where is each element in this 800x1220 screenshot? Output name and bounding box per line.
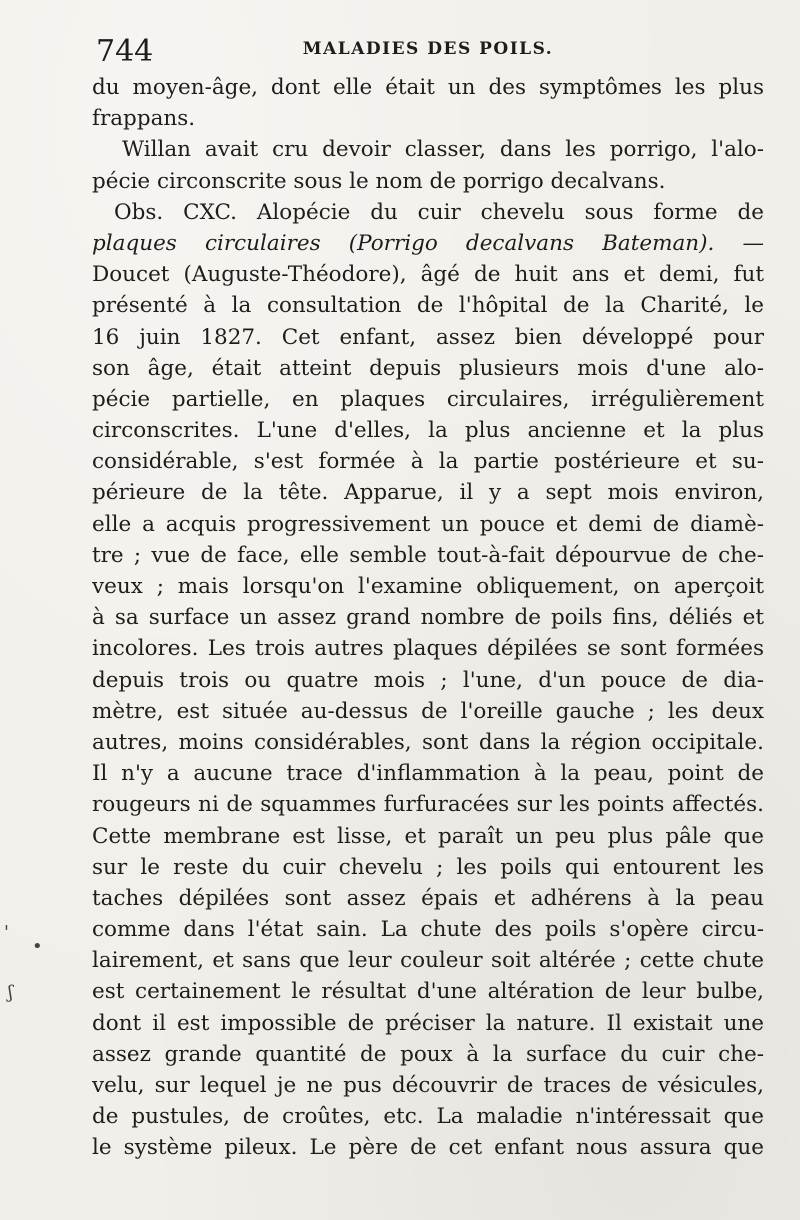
text-line: le système pileux. Le père de cet enfant nous assura que	[92, 1135, 764, 1161]
page-header	[96, 34, 760, 74]
margin-dot-mark: •	[32, 936, 43, 957]
text-line: veux ; mais lorsqu'on l'examine obliquement, on aperçoit	[92, 574, 764, 599]
text-line: présenté à la consultation de l'hôpital de la Charité, le	[92, 293, 764, 319]
text-line: son âge, était atteint depuis plusieurs mois d'une alo-	[92, 355, 764, 381]
text-line: à sa surface un assez grand nombre de poils fins, déliés et	[92, 605, 764, 631]
text-line: périeure de la tête. Apparue, il y a sept mois environ,	[92, 480, 764, 506]
text-line: tre ; vue de face, elle semble tout-à-fait dépourvue de che-	[92, 542, 764, 568]
text-line: est certainement le résultat d'une altération de leur bulbe,	[92, 979, 764, 1005]
text-line: circonscrites. L'une d'elles, la plus ancienne et la plus	[92, 418, 764, 444]
text-line: mètre, est située au-dessus de l'oreille gauche ; les deux	[92, 698, 764, 724]
text-line: dont il est impossible de préciser la nature. Il existait une	[92, 1010, 764, 1036]
text-line: depuis trois ou quatre mois ; l'une, d'un pouce de dia-	[92, 667, 764, 693]
running-title: MALADIES DES POILS.	[302, 39, 554, 59]
text-line: frappans.	[92, 106, 196, 132]
text-line: pécie circonscrite sous le nom de porrigo decalvans.	[92, 168, 666, 194]
text-line: incolores. Les trois autres plaques dépilées se sont formées	[92, 636, 764, 662]
body-text	[92, 72, 764, 1164]
text-line: assez grande quantité de poux à la surface du cuir che-	[92, 1041, 764, 1067]
text-line: pécie partielle, en plaques circulaires, irrégulièrement	[92, 386, 764, 412]
text-line: sur le reste du cuir chevelu ; les poils qui entourent les	[92, 854, 764, 880]
text-line: velu, sur lequel je ne pus découvrir de traces de vésicules,	[92, 1073, 764, 1098]
text-line: Il n'y a aucune trace d'inflammation à la peau, point de	[92, 761, 764, 787]
text-line: comme dans l'état sain. La chute des poils s'opère circu-	[92, 917, 764, 943]
text-line: elle a acquis progressivement un pouce et demi de diamè-	[92, 511, 764, 537]
text-line: Doucet (Auguste-Théodore), âgé de huit ans et demi, fut	[92, 262, 764, 288]
text-line: rougeurs ni de squammes furfuracées sur les points affectés.	[92, 792, 764, 818]
text-line: de pustules, de croûtes, etc. La maladie n'intéressait que	[92, 1104, 764, 1130]
margin-tick-mark: '	[4, 922, 9, 943]
text-line: lairement, et sans que leur couleur soit altérée ; cette chute	[92, 948, 764, 974]
text-line: autres, moins considérables, sont dans la région occipitale.	[92, 729, 764, 755]
text-line: taches dépilées sont assez épais et adhérens à la peau	[92, 885, 764, 911]
observation-title: Obs. CXC. Alopécie du cuir chevelu sous forme de	[114, 199, 764, 225]
text-line: Willan avait cru devoir classer, dans les porrigo, l'alo-	[122, 137, 764, 163]
margin-ink-mark: ʃ	[8, 982, 13, 1003]
text-line: considérable, s'est formée à la partie postérieure et su-	[92, 449, 764, 475]
text-line: plaques circulaires (Porrigo decalvans Bateman). —	[92, 230, 764, 256]
page-number: 744	[96, 34, 154, 69]
text-line: 16 juin 1827. Cet enfant, assez bien développé pour	[92, 324, 764, 350]
observation-heading	[92, 197, 764, 228]
text-line: du moyen-âge, dont elle était un des symptômes les plus	[92, 75, 764, 100]
text-line: Cette membrane est lisse, et paraît un peu plus pâle que	[92, 823, 764, 849]
